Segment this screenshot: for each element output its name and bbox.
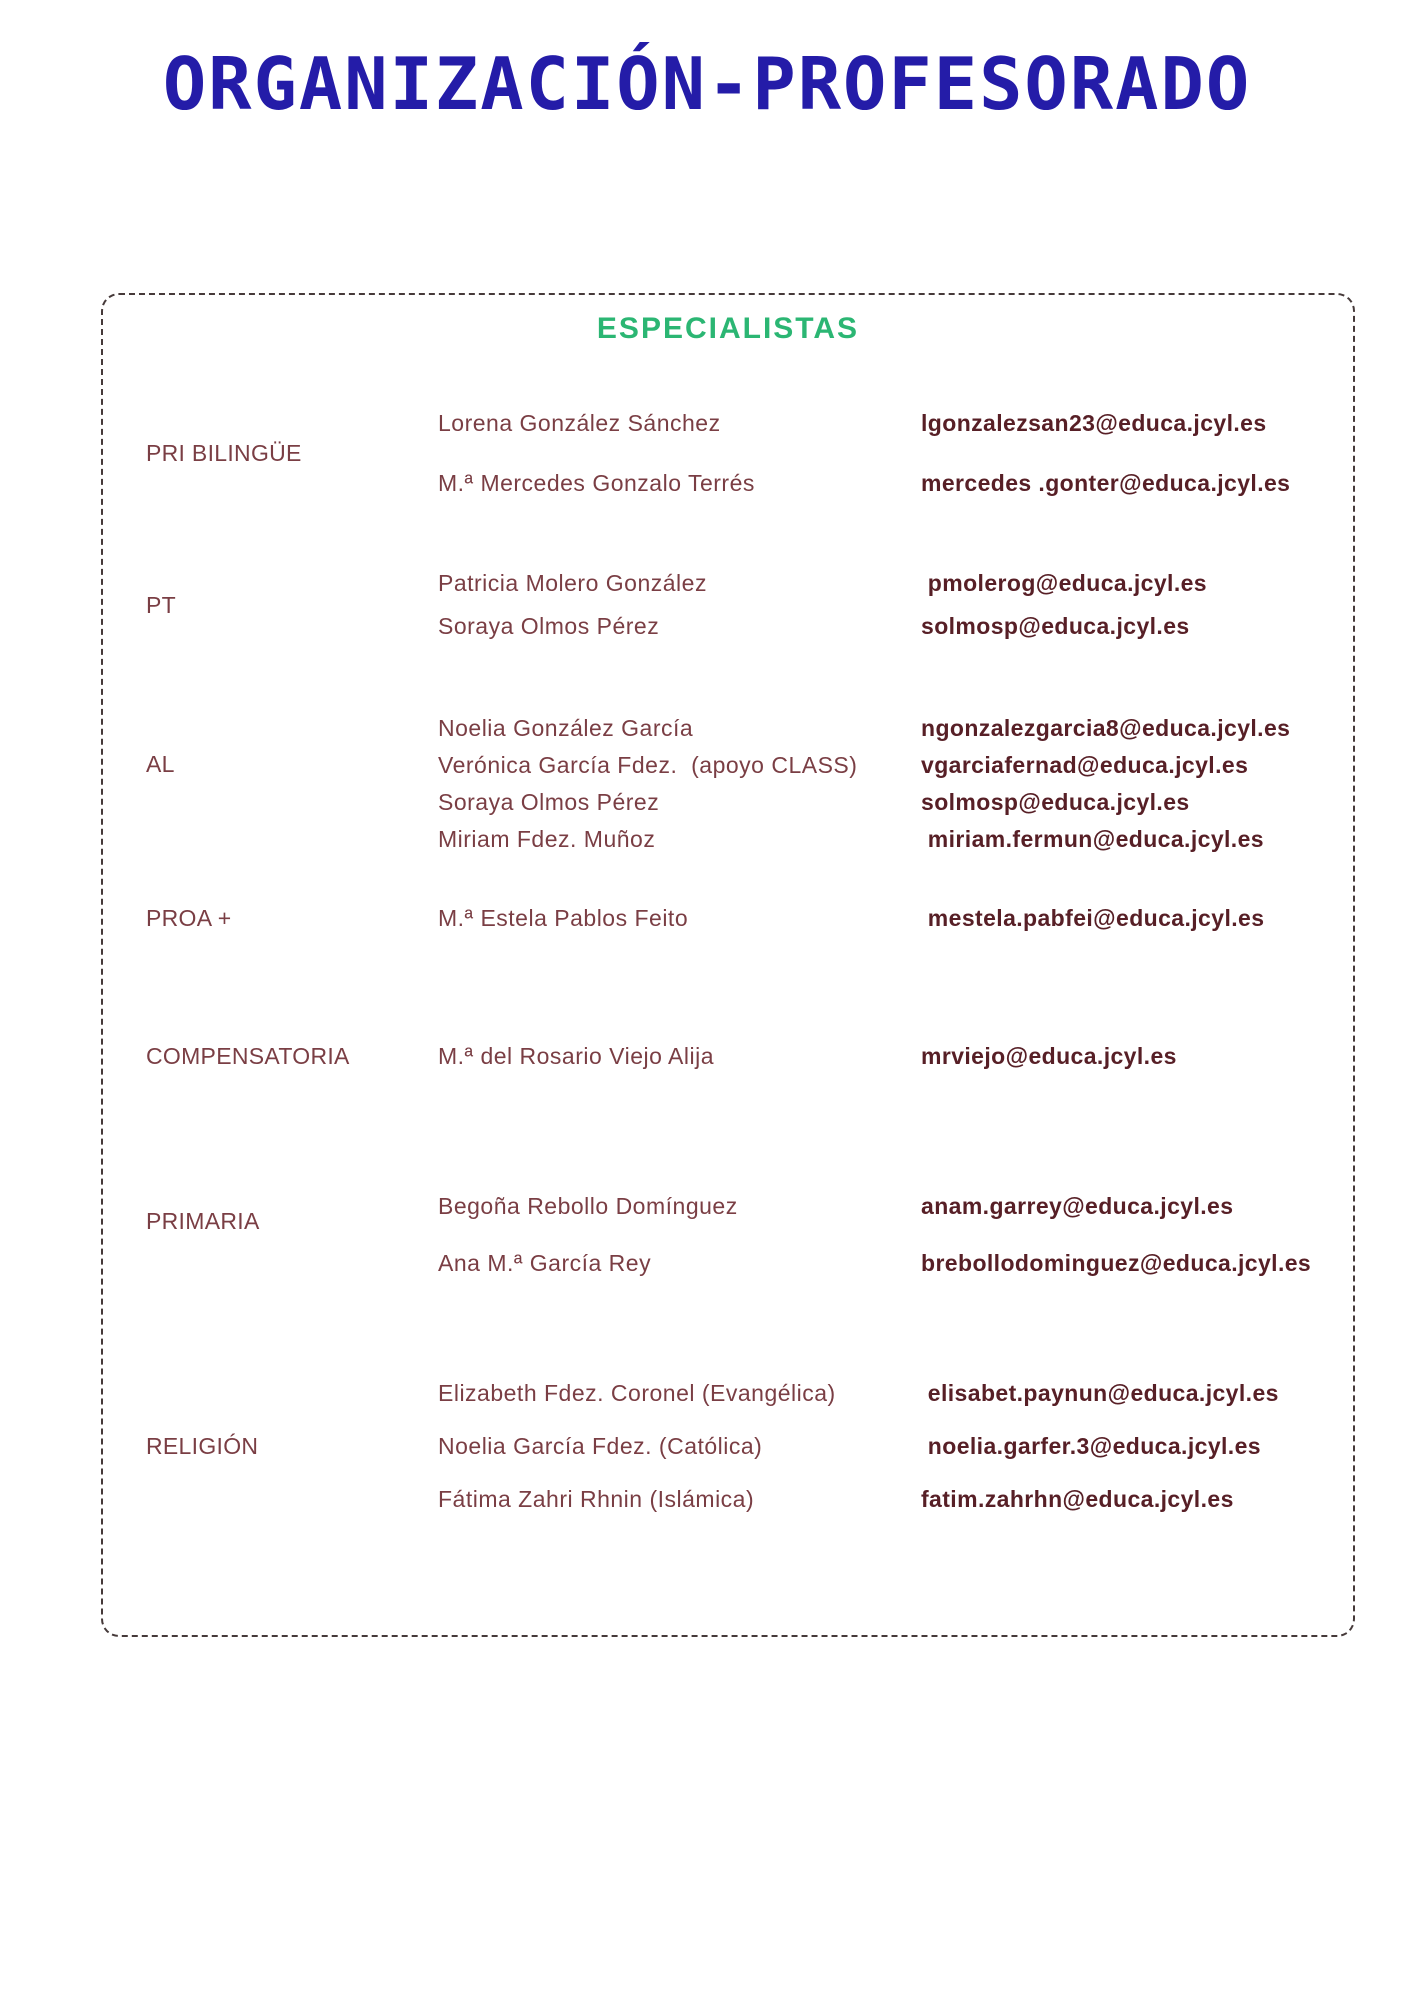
teacher-email: elisabet.paynun@educa.jcyl.es: [921, 1380, 1279, 1406]
teacher-email: brebollodominguez@educa.jcyl.es: [921, 1250, 1312, 1276]
entries-list: [438, 1042, 1335, 1071]
table-row: [438, 1192, 1335, 1221]
teacher-name: Elizabeth Fdez. Coronel (Evangélica): [438, 1380, 836, 1406]
teacher-email: mrviejo@educa.jcyl.es: [921, 1043, 1177, 1069]
group-proa: [146, 904, 1335, 933]
group-pt: [146, 569, 1335, 641]
table-row: [438, 788, 1335, 817]
table-row: [438, 469, 1335, 498]
entries-list: [438, 1192, 1335, 1278]
teacher-name: Lorena González Sánchez: [438, 410, 721, 436]
category-label: PROA +: [146, 905, 232, 931]
teacher-name: Noelia González García: [438, 715, 694, 741]
category-label: COMPENSATORIA: [146, 1043, 350, 1069]
category-label: PRI BILINGÜE: [146, 440, 302, 466]
entries-list: [438, 569, 1335, 641]
table-row: [438, 1379, 1335, 1408]
teacher-email: lgonzalezsan23@educa.jcyl.es: [921, 410, 1267, 436]
table-row: [438, 569, 1335, 598]
entries-list: [438, 904, 1335, 933]
group-compensatoria: [146, 1042, 1335, 1071]
table-row: [438, 825, 1335, 854]
teacher-name: Patricia Molero González: [438, 570, 707, 596]
teacher-name: Miriam Fdez. Muñoz: [438, 826, 656, 852]
panel-heading: ESPECIALISTAS: [596, 312, 860, 345]
entries-list: [438, 1379, 1335, 1514]
teacher-email: pmolerog@educa.jcyl.es: [921, 570, 1207, 596]
teacher-name: Noelia García Fdez. (Católica): [438, 1433, 763, 1459]
entries-list: [438, 714, 1335, 854]
specialists-panel: [101, 293, 1355, 1637]
group-primaria: [146, 1192, 1335, 1278]
teacher-name: M.ª del Rosario Viejo Alija: [438, 1043, 714, 1069]
teacher-email: noelia.garfer.3@educa.jcyl.es: [921, 1433, 1261, 1459]
teacher-email: anam.garrey@educa.jcyl.es: [921, 1193, 1234, 1219]
teacher-email: solmosp@educa.jcyl.es: [921, 789, 1190, 815]
teacher-name: Verónica García Fdez. (apoyo CLASS): [438, 752, 858, 778]
teacher-email: solmosp@educa.jcyl.es: [921, 613, 1190, 639]
teacher-name: Begoña Rebollo Domínguez: [438, 1193, 738, 1219]
table-row: [438, 612, 1335, 641]
teacher-name: Fátima Zahri Rhnin (Islámica): [438, 1486, 755, 1512]
table-row: [438, 1042, 1335, 1071]
teacher-email: ngonzalezgarcia8@educa.jcyl.es: [921, 715, 1291, 741]
teacher-name: M.ª Estela Pablos Feito: [438, 905, 689, 931]
entries-list: [438, 409, 1335, 498]
category-label: RELIGIÓN: [146, 1433, 259, 1459]
category-label: PT: [146, 591, 176, 618]
teacher-name: M.ª Mercedes Gonzalo Terrés: [438, 470, 755, 496]
table-row: [438, 1249, 1335, 1278]
category-label: PRIMARIA: [146, 1208, 260, 1234]
page-title: ORGANIZACIÓN-PROFESORADO: [162, 42, 1252, 126]
group-al: [146, 714, 1335, 854]
teacher-email: mercedes .gonter@educa.jcyl.es: [921, 470, 1291, 496]
group-pri-bilingue: [146, 409, 1335, 498]
table-row: [438, 904, 1335, 933]
table-row: [438, 1485, 1335, 1514]
table-row: [438, 714, 1335, 743]
teacher-email: fatim.zahrhn@educa.jcyl.es: [921, 1486, 1234, 1512]
teacher-email: vgarciafernad@educa.jcyl.es: [921, 752, 1249, 778]
category-label: AL: [146, 751, 175, 777]
table-row: [438, 1432, 1335, 1461]
teacher-email: mestela.pabfei@educa.jcyl.es: [921, 905, 1265, 931]
teacher-name: Soraya Olmos Pérez: [438, 613, 660, 639]
teacher-name: Ana M.ª García Rey: [438, 1250, 652, 1276]
table-row: [438, 751, 1335, 780]
table-row: [438, 409, 1335, 438]
teacher-name: Soraya Olmos Pérez: [438, 789, 660, 815]
group-religion: [146, 1379, 1335, 1514]
teacher-email: miriam.fermun@educa.jcyl.es: [921, 826, 1264, 852]
